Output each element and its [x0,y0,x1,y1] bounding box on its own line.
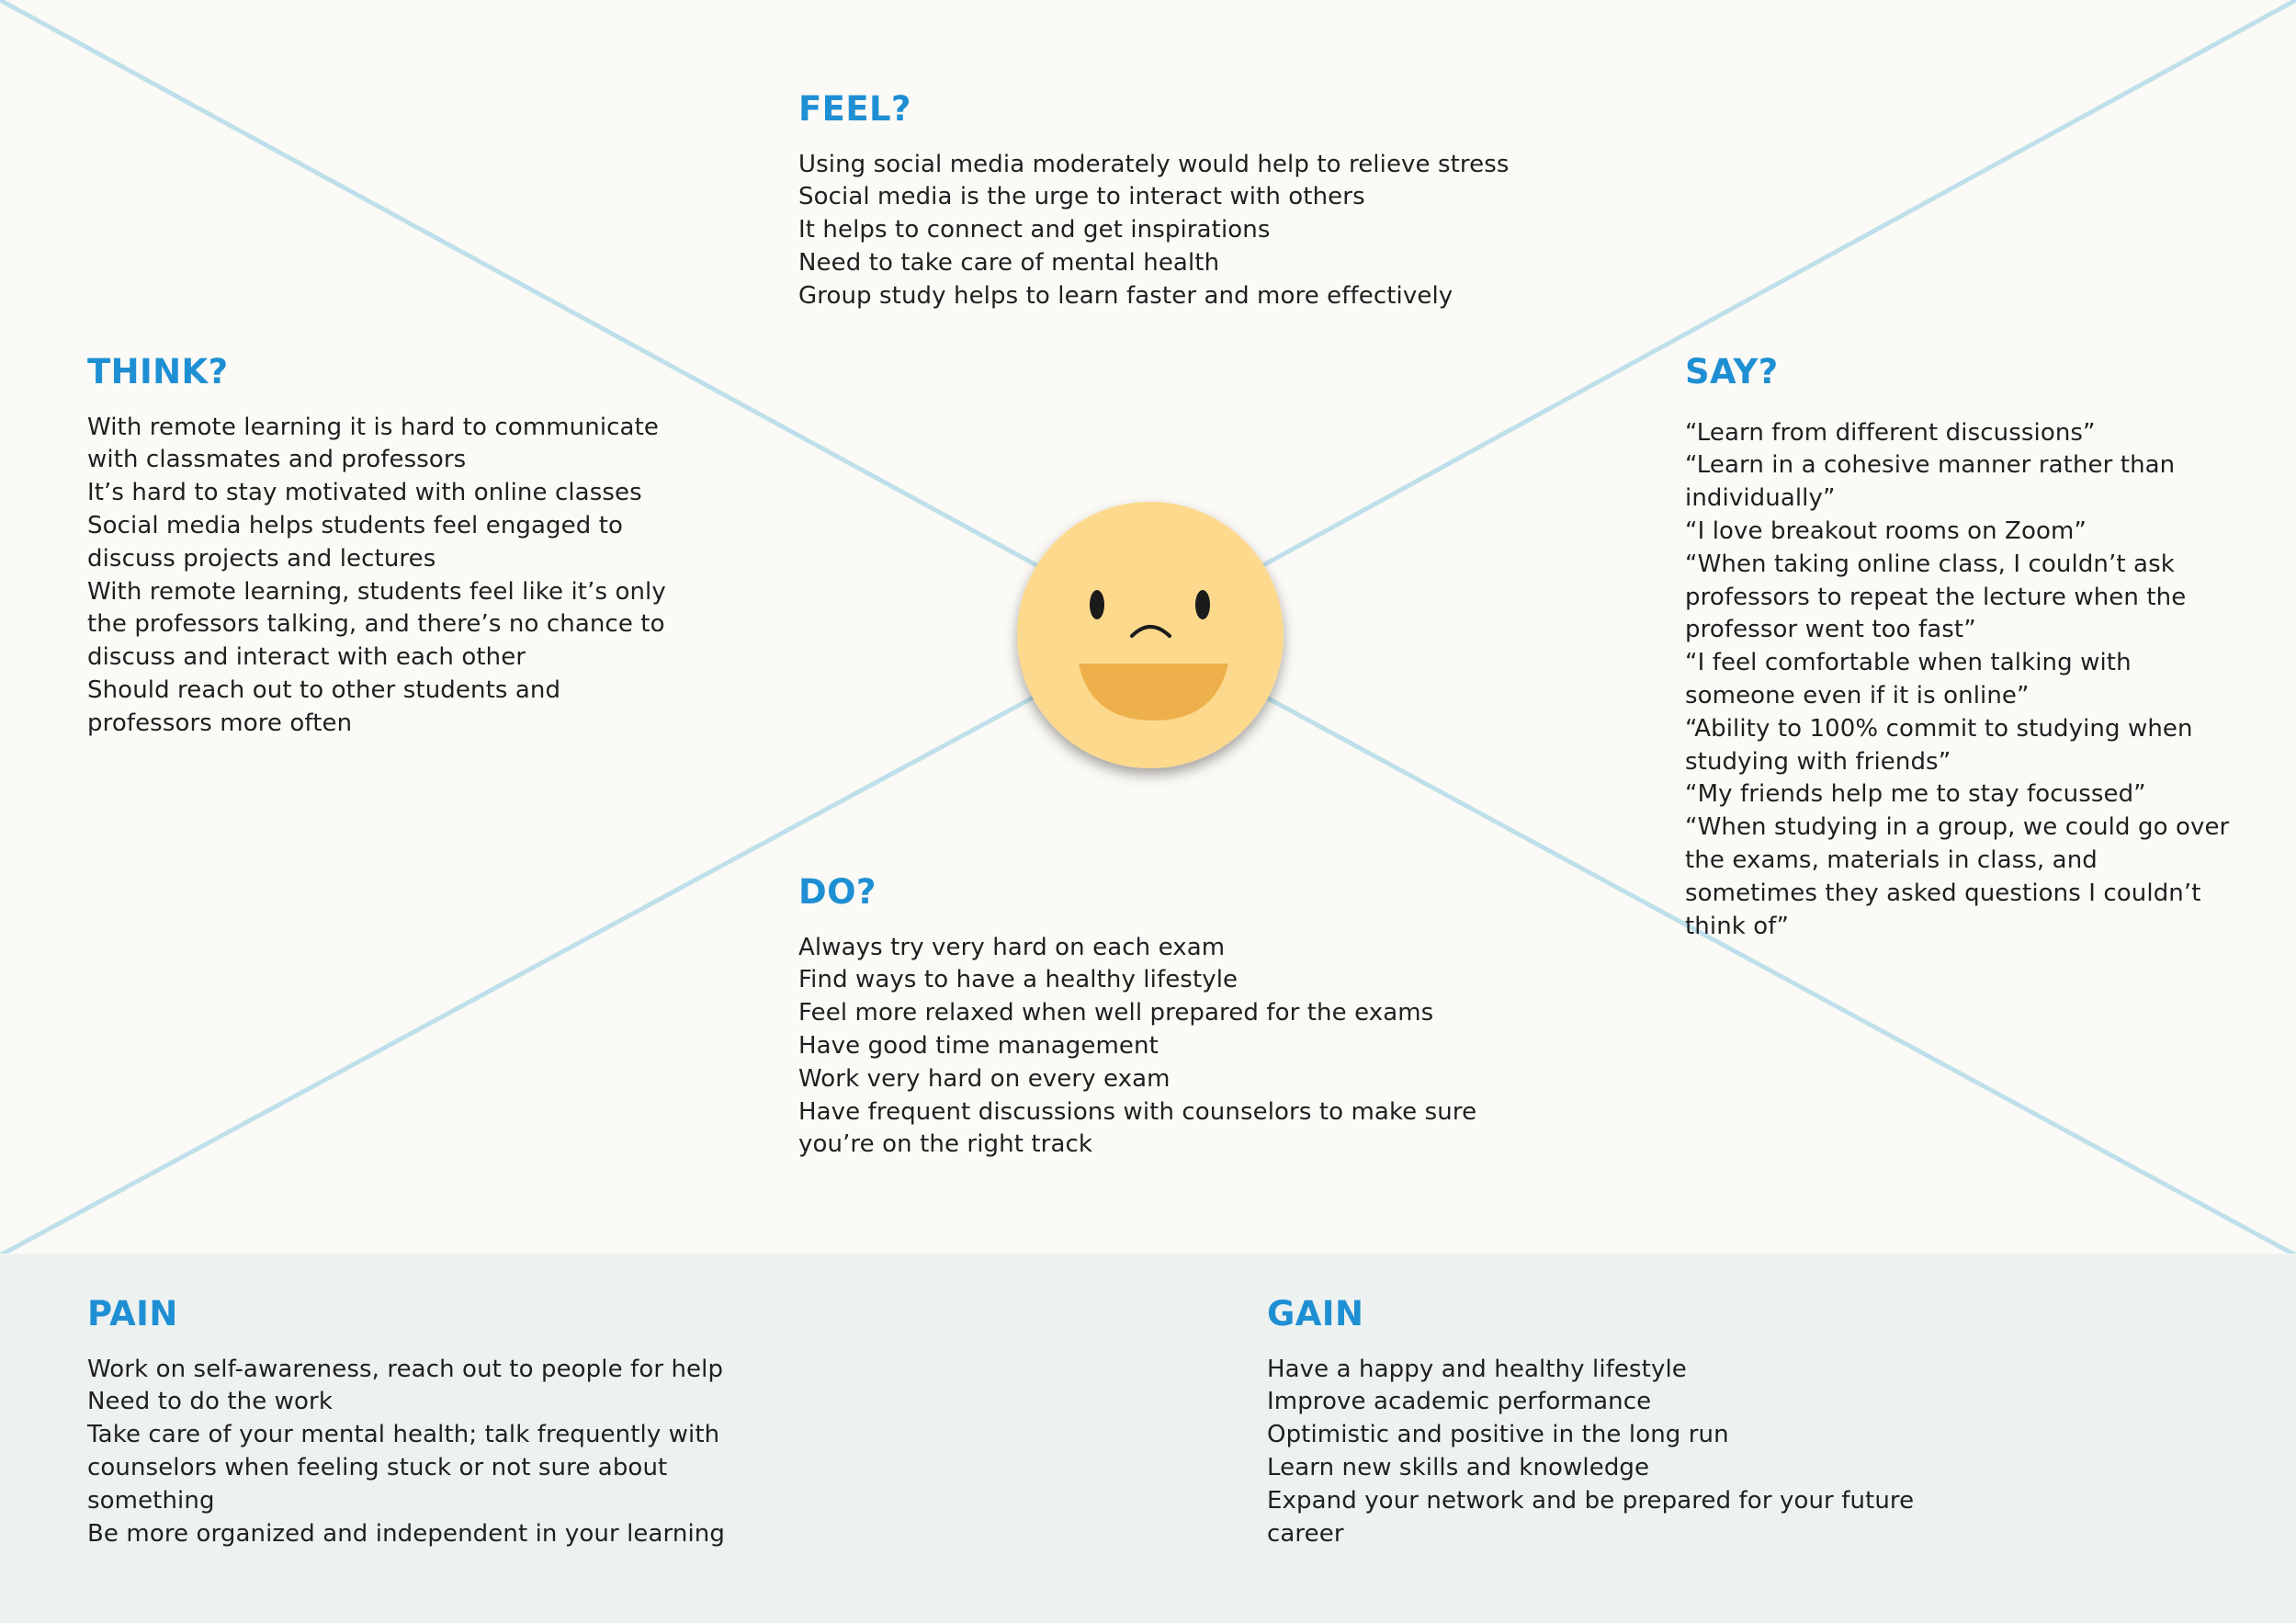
do-section [798,874,1497,1162]
gain-section [1267,1296,1965,1550]
gain-item: Have a happy and healthy lifestyle [1267,1355,1687,1383]
say-item: “I feel comfortable when talking with someone even if it is online” [1685,649,2132,710]
say-item: “Learn in a cohesive manner rather than individually” [1685,451,2176,513]
smiling-face-icon [1017,502,1284,768]
do-item: Always try very hard on each exam [798,933,1226,961]
feel-list [798,149,1552,313]
feel-item: It helps to connect and get inspirations [798,216,1271,244]
think-item: It’s hard to stay motivated with online classes [87,479,642,507]
feel-item: Need to take care of mental health [798,249,1220,278]
do-item: Have frequent discussions with counselors to make sure you’re on the right track [798,1097,1477,1159]
pain-item: Take care of your mental health; talk frequently with counselors when feeling stuck or not sure about something [87,1421,720,1515]
gain-item: Learn new skills and knowledge [1267,1454,1650,1482]
gain-item: Expand your network and be prepared for your future career [1267,1486,1915,1548]
feel-section [798,91,1552,313]
do-item: Work very hard on every exam [798,1064,1171,1093]
pain-list [87,1354,786,1551]
think-item: Should reach out to other students and professors more often [87,676,561,737]
think-item: With remote learning, students feel like it’s only the professors talking, and there’s no chance to discuss and interact with each other [87,577,666,672]
do-item: Find ways to have a healthy lifestyle [798,966,1238,994]
pain-item: Need to do the work [87,1388,334,1416]
say-item: “Learn from different discussions” [1685,418,2096,447]
think-list [87,412,675,741]
do-list [798,932,1497,1163]
gain-list [1267,1354,1965,1551]
say-item: “When taking online class, I couldn’t ask professors to repeat the lecture when the professor went too fast” [1685,550,2187,644]
feel-title: FEEL? [798,89,911,129]
think-section [87,354,675,741]
say-section [1685,354,2236,943]
say-item: “Ability to 100% commit to studying when studying with friends” [1685,714,2193,776]
say-item: “I love breakout rooms on Zoom” [1685,517,2087,546]
think-item: Social media helps students feel engaged to discuss projects and lectures [87,512,624,573]
do-item: Feel more relaxed when well prepared for the exams [798,999,1434,1027]
center-emoji [1017,502,1284,768]
gain-title: GAIN [1267,1294,1364,1334]
think-item: With remote learning it is hard to communicate with classmates and professors [87,413,659,474]
say-item: “When studying in a group, we could go over the exams, materials in class, and sometimes they asked questions I couldn’t think of” [1685,813,2230,940]
say-item: “My friends help me to stay focussed” [1685,780,2146,809]
pain-item: Be more organized and independent in your learning [87,1519,725,1548]
say-list [1685,417,2236,944]
feel-item: Group study helps to learn faster and more effectively [798,281,1453,310]
pain-section [87,1296,786,1550]
pain-title: PAIN [87,1294,178,1334]
gain-item: Optimistic and positive in the long run [1267,1421,1729,1449]
feel-item: Using social media moderately would help to relieve stress [798,150,1510,178]
pain-item: Work on self-awareness, reach out to people for help [87,1355,724,1383]
say-title: SAY? [1685,352,1779,392]
do-title: DO? [798,872,877,912]
feel-item: Social media is the urge to interact with others [798,183,1365,211]
think-title: THINK? [87,352,229,392]
gain-item: Improve academic performance [1267,1388,1652,1416]
do-item: Have good time management [798,1032,1159,1061]
